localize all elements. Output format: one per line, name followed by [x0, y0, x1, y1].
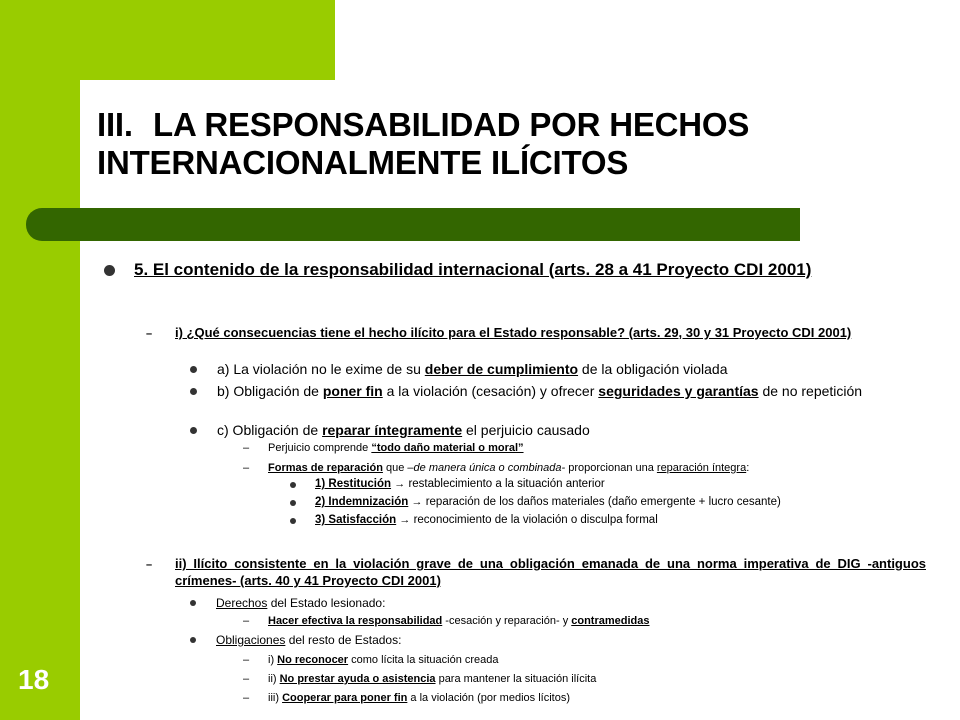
bullet-icon [104, 265, 115, 276]
emphasis: reparar íntegramente [322, 422, 463, 438]
emphasis: “todo daño material o moral” [371, 442, 524, 454]
list-item-c: c) Obligación de reparar íntegramente el perjuicio causado [190, 421, 930, 439]
emphasis: 1) Restitución [315, 478, 392, 490]
subsection-2-heading: ii) Ilícito consistente en la violación grave de una obligación emanada de una norma imperativa de DIG -antiguos crímenes- (arts. 40 y 41 Proyecto CDI 2001) [175, 556, 926, 588]
dash-icon: – [243, 615, 250, 627]
emphasis: contramedidas [571, 615, 650, 627]
list-item-indemnizacion: 2) Indemnización → reparación de los daños materiales (daño emergente + lucro cesante) [290, 495, 930, 510]
list-item-no-reconocer: – i) No reconocer como lícita la situación creada [243, 654, 499, 666]
emphasis: poner fin [322, 383, 383, 399]
emphasis: reparación íntegra [656, 462, 747, 474]
title-text: LA RESPONSABILIDAD POR HECHOS INTERNACIONALMENTE ILÍCITOS [97, 106, 750, 181]
list-item-perjuicio: – Perjuicio comprende “todo daño material o moral” [243, 442, 524, 454]
bullet-icon [290, 500, 296, 506]
bullet-icon [190, 637, 196, 643]
subsection-1-heading: i) ¿Qué consecuencias tiene el hecho ilícito para el Estado responsable? (arts. 29, 30 y 31 Proyecto CDI 2001) [175, 325, 852, 340]
bullet-icon [290, 482, 296, 488]
list-item-restitucion: 1) Restitución → restablecimiento a la situación anterior [290, 477, 930, 492]
emphasis: Hacer efectiva la responsabilidad [268, 615, 443, 627]
emphasis: 3) Satisfacción [315, 514, 397, 526]
dash-icon: – [243, 462, 250, 474]
section-heading: 5. El contenido de la responsabilidad internacional (arts. 28 a 41 Proyecto CDI 2001) [134, 260, 812, 279]
list-item-b: b) Obligación de poner fin a la violación (cesación) y ofrecer seguridades y garantías de no repetición [190, 382, 930, 400]
list-item-cooperar: – iii) Cooperar para poner fin a la violación (por medios lícitos) [243, 692, 570, 704]
emphasis: Derechos [216, 596, 268, 610]
arrow-right-icon: → [411, 496, 423, 508]
dash-icon: – [243, 692, 250, 704]
dash-icon: – [146, 328, 153, 340]
list-item-formas: – Formas de reparación que –de manera única o combinada- proporcionan una reparación íntegra: [243, 462, 750, 474]
emphasis: 2) Indemnización [315, 496, 409, 508]
emphasis: Obligaciones [216, 633, 286, 647]
dash-icon: – [243, 442, 250, 454]
bullet-icon [190, 388, 197, 395]
page-number: 18 [18, 664, 50, 695]
list-item-no-prestar-ayuda: – ii) No prestar ayuda o asistencia para mantener la situación ilícita [243, 673, 597, 685]
list-item-satisfaccion: 3) Satisfacción → reconocimiento de la violación o disculpa formal [290, 513, 930, 528]
emphasis: No reconocer [277, 654, 349, 666]
bullet-icon [190, 600, 196, 606]
list-item-hacer-efectiva: – Hacer efectiva la responsabilidad -cesación y reparación- y contramedidas [243, 615, 650, 627]
title-number: III. [97, 106, 133, 143]
bullet-icon [290, 518, 296, 524]
dash-icon: – [243, 673, 250, 685]
list-item-a: a) La violación no le exime de su deber de cumplimiento de la obligación violada [190, 360, 930, 378]
emphasis: No prestar ayuda o asistencia [279, 673, 436, 685]
subsection-2-item [146, 555, 926, 589]
emphasis: Cooperar para poner fin [282, 692, 408, 704]
list-item-obligaciones: Obligaciones del resto de Estados: [190, 632, 930, 648]
section-heading-item [104, 258, 924, 282]
dash-icon: – [146, 559, 153, 571]
emphasis: deber de cumplimiento [424, 361, 579, 377]
subsection-1-item [146, 324, 926, 343]
bullet-icon [190, 366, 197, 373]
dash-icon: – [243, 654, 250, 666]
bullet-icon [190, 427, 197, 434]
emphasis: seguridades y garantías [598, 383, 759, 399]
arrow-right-icon: → [394, 478, 406, 490]
list-item-derechos: Derechos del Estado lesionado: [190, 595, 930, 611]
emphasis: Formas de reparación [268, 462, 383, 474]
arrow-right-icon: → [399, 514, 411, 526]
